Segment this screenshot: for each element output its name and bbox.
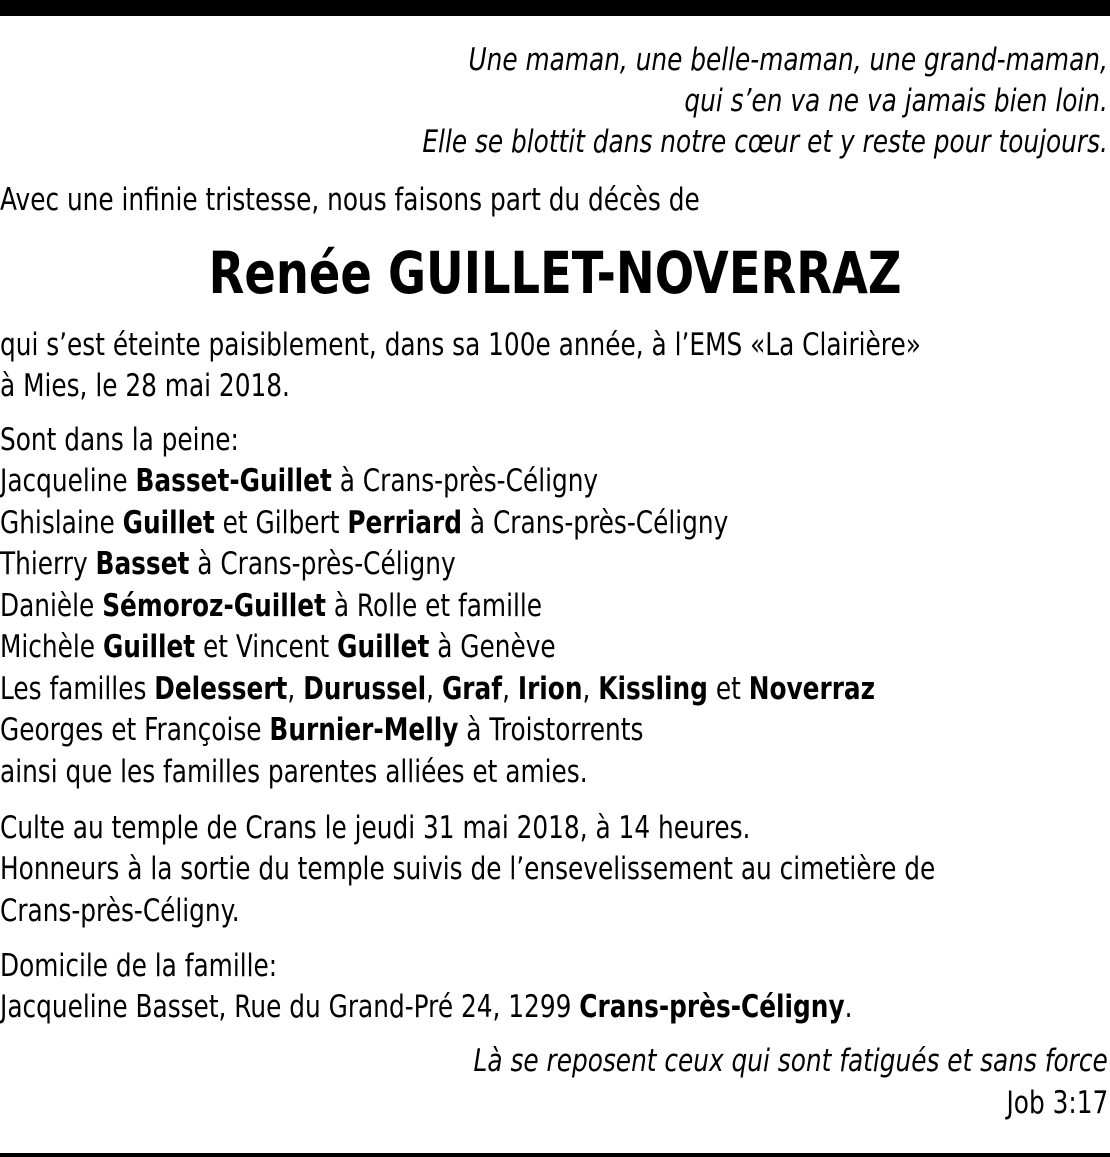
mourner-first-name: Georges et Françoise	[0, 712, 270, 748]
mourner-place: à Genève	[429, 629, 556, 665]
poem-line: qui s’en va ne va jamais bien loin.	[684, 83, 1108, 119]
mourner-row	[0, 710, 643, 751]
mourner-row	[0, 586, 542, 627]
mourner-place: à Rolle et famille	[325, 588, 543, 624]
separator: ,	[426, 671, 442, 707]
mourner-first-name: Danièle	[0, 588, 103, 624]
domicile-town: Crans-près-Céligny	[579, 989, 845, 1025]
separator: et	[707, 671, 749, 707]
mourner-surname: Guillet	[102, 629, 196, 665]
mourner-first-name: Thierry	[0, 546, 96, 582]
mourner-first-name: Ghislaine	[0, 505, 123, 541]
death-notice-line: à Mies, le 28 mai 2018.	[0, 368, 290, 404]
domicile-address	[0, 987, 853, 1028]
mourner-row	[0, 503, 728, 544]
family-name: Delessert	[154, 671, 288, 707]
service-line: Crans-près-Céligny.	[0, 893, 240, 929]
family-name: Durussel	[303, 671, 427, 707]
mourner-row	[0, 669, 875, 710]
mourner-first-name: Michèle	[0, 629, 103, 665]
service-line: Honneurs à la sortie du temple suivis de l’ensevelissement au cimetière de	[0, 851, 936, 887]
deceased-name-text: Renée GUILLET-NOVERRAZ	[208, 239, 902, 307]
mourner-surname: Burnier-Melly	[269, 712, 459, 748]
bible-verse: Là se reposent ceux qui sont fatigués et sans force	[473, 1043, 1108, 1079]
mourner-place: à Troistorrents	[458, 712, 644, 748]
separator: ,	[502, 671, 518, 707]
domicile-heading: Domicile de la famille:	[0, 948, 278, 984]
mourner-surname: Guillet	[122, 505, 215, 541]
family-name: Noverraz	[748, 671, 876, 707]
families-prefix: Les familles	[0, 671, 155, 707]
service-line: Culte au temple de Crans le jeudi 31 mai 2018, à 14 heures.	[0, 810, 751, 846]
deceased-name	[0, 238, 1110, 308]
mourners-closing: ainsi que les familles parentes alliées et amies.	[0, 754, 588, 790]
death-notice-line: qui s’est éteinte paisiblement, dans sa 100e année, à l’EMS «La Clairière»	[0, 327, 921, 363]
mourner-connector: et Gilbert	[214, 505, 348, 541]
mourner-place: à Crans-près-Céligny	[462, 505, 729, 541]
mourner-place: à Crans-près-Céligny	[331, 463, 599, 499]
mourner-surname: Sémoroz-Guillet	[102, 588, 326, 624]
poem-line: Une maman, une belle-maman, une grand-maman,	[468, 42, 1108, 78]
intro-text: Avec une infinie tristesse, nous faisons part du décès de	[0, 182, 700, 218]
mourner-first-name: Jacqueline	[0, 463, 136, 499]
poem-line: Elle se blottit dans notre cœur et y reste pour toujours.	[422, 124, 1108, 160]
mourner-row	[0, 627, 556, 668]
separator: ,	[287, 671, 304, 707]
mourner-surname: Perriard	[347, 505, 463, 541]
mourner-surname: Basset	[95, 546, 190, 582]
domicile-street: Jacqueline Basset, Rue du Grand-Pré 24, 1299	[0, 989, 580, 1025]
domicile-end: .	[844, 989, 853, 1025]
mourner-surname: Basset-Guillet	[135, 463, 332, 499]
mourner-connector: et Vincent	[195, 629, 338, 665]
family-name: Irion	[517, 671, 583, 707]
mourner-row	[0, 461, 598, 502]
mourner-row	[0, 544, 456, 585]
mourners-heading: Sont dans la peine:	[0, 422, 239, 458]
mourner-place: à Crans-près-Céligny	[189, 546, 456, 582]
family-name: Kissling	[598, 671, 708, 707]
bottom-rule	[0, 1153, 1110, 1157]
opening-poem	[422, 40, 1108, 163]
mourner-surname: Guillet	[337, 629, 430, 665]
verse-reference: Job 3:17	[1006, 1085, 1108, 1121]
separator: ,	[582, 671, 599, 707]
family-name: Graf	[441, 671, 503, 707]
